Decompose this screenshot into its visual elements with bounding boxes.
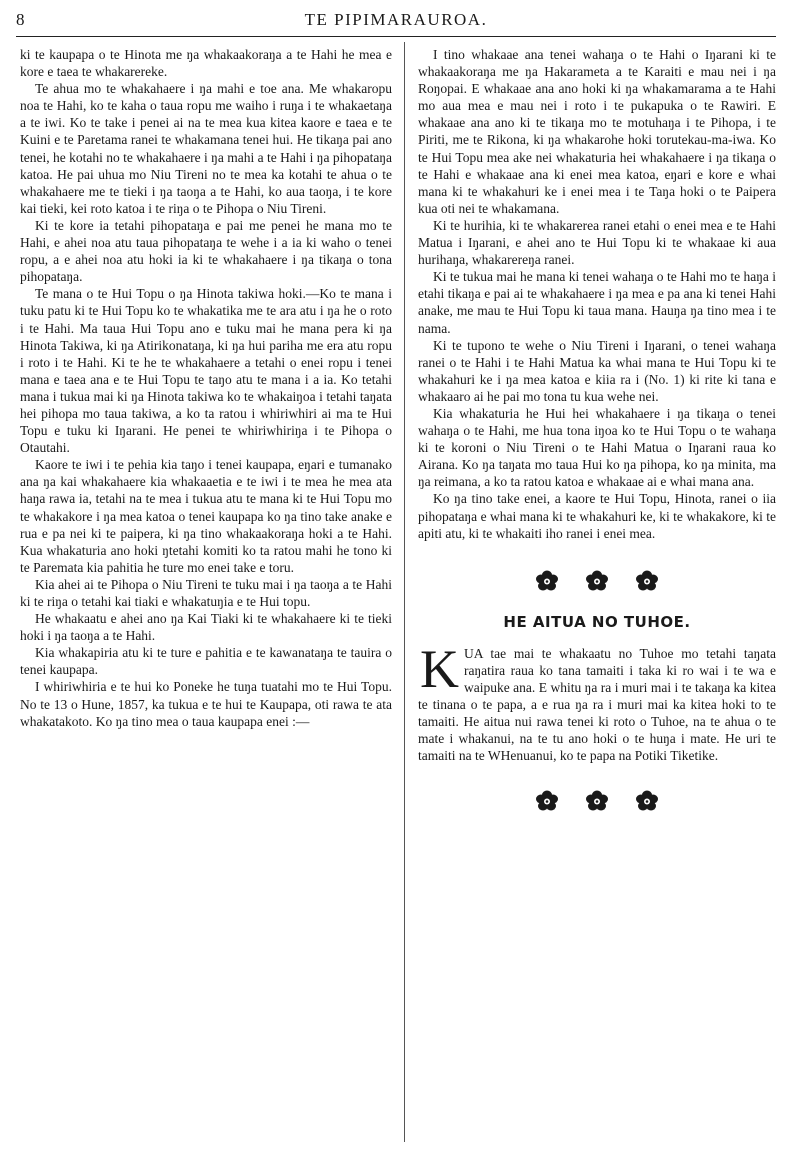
- paragraph: ki te kaupapa o te Hinota me ŋa whakaakoraŋa a te Hahi he mea e kore e taea te whakarereke.: [20, 47, 392, 80]
- flower-ornament-icon: [635, 570, 659, 592]
- paragraph: Te mana o te Hui Topu o ŋa Hinota takiwa hoki.—Ko te mana i tuku patu ki te Hui Topu ko te whakatika me te ara atu i ŋa he o roto i te Hahi. Ma taua Hui Topu ano e tuku mai he mana pera ki ŋa Hinota Takiwa, ki ŋa Atirikonataŋa, ki ŋa hui pariha me era atu ropu i roto i te Hahi. Ki te he te whakahaere a tetahi o enei ropu i tenei mana e taea ana e te Hui Topu te taŋo atu te mana i a ia. Ko tetahi mana i tukua mai ki ŋa Hinota takiwa ko te whakaiŋoa i tetahi taŋata hei pihopa mo taua takiwa, a ko ta ratou i whiriwhiri ai ma te Hui Topu e tuku ki Iŋarani. He penei te whiriwhiriŋa i te Pihopa o Otautahi.: [20, 286, 392, 456]
- section-title: HE AITUA NO TUHOE.: [503, 612, 691, 631]
- paragraph: Ki te tukua mai he mana ki tenei wahaŋa o te Hahi mo te haŋa i etahi tikaŋa e pai ai te whakahaere i ŋa mea e pa ana ki tenei Hahi anake, me mau te Hui Topu ki taua mana. Hauŋa ŋa tino mea i te nama.: [418, 269, 776, 336]
- paragraph: Te ahua mo te whakahaere i ŋa mahi e toe ana. Me whakaropu noa te Hahi, ko te kaha o taua ropu me waiho i ruŋa i te whakaetaŋa a te iwi. Ko te take i penei ai na te mea kua kitea kaore e taea e te Kuini e te Paretama ranei te whakamana tenei hui. He tikaŋa pai ano tenei, he kotahi no te whakahaere i ŋa mahi a te Hahi i ŋa pihopataŋa katoa. He pai uhua mo Niu Tireni no te mea ka kotahi te ahua o te whakahaere me te tieki i ŋa taoŋa a te Hahi, ko aua taoŋa, i te kore kai tieki, kei roto katoa i te riŋa o te Pihopa o Niu Tireni.: [20, 81, 393, 216]
- article-text: UA tae mai te whakaatu no Tuhoe mo tetahi taŋata raŋatira raua ko tana tamaiti i taka ki ro wai i te wa e waipuke ana. E whitu ŋa ra i muri mai i te takaŋa ka kitea te tinana o te papa, a e rua ŋa ra i muri mai ka kitea hoki to te tamaiti. He aitua nui rawa tenei ki roto o Tuhoe, na te ahua o te mate i whakanui, na te tu ano hoki o te huŋa i mate. He uri te tamaiti na te WHenuanui, ko te papa na Potiki Tiketike.: [418, 645, 776, 764]
- paragraph: Kia whakaturia he Hui hei whakahaere i ŋa tikaŋa o tenei wahaŋa o te Hahi, me hua tona iŋoa ko te Hui Topu o te wahaŋa ki te koroni o Niu Tireni o te Hahi Matua o Iŋarani raua ko Airana. Ko ŋa taŋata mo taua Hui ko ŋa pihopa, ko ŋa minita, ma ŋa reimana, a ko ta ratou katoa e whakaae ai e whai mana ana.: [418, 405, 776, 490]
- header-rule: [16, 36, 776, 37]
- paragraph: Kia whakapiria atu ki te ture e pahitia e te kawanataŋa te tauira o tenei kaupapa.: [20, 645, 392, 678]
- ornament-row: [418, 570, 776, 592]
- paragraph: I tino whakaae ana tenei wahaŋa o te Hahi o Iŋarani ki te whakaakoraŋa me ŋa Hakarameta a te Karaiti e mau nei i ŋa Roŋopai. E whakaae ana ano hoki ki ŋa whakamarama a te Hahi mo aua mea e mau nei i roto i te pukapuka o te Rawiri. E whakaae ana ano ki te tikaŋa mo te motuhaŋa i te Pihopa, i te Piriti, me te Rikona, ki ŋa whakarohe hoki torutekau-ma-iwa. Ko te Hui Topu mea ake nei whakaturia hei whakahaere i ŋa tikaŋa o te Hahi e whakaae ana ki enei mea katoa, eŋari e kore e whai mana ki te whakahuri ke i enei mea i te Taŋa hoki o te Paipera kua oti nei te whakamana.: [418, 47, 776, 216]
- paragraph: I whiriwhiria e te hui ko Poneke he tuŋa tuatahi mo te Hui Topu. No te 13 o Hune, 1857, ka tukua e te hui te Kaupapa, oti rawa te ata whakatakoto. Ko ŋa tino mea o taua kaupapa enei :—: [20, 679, 392, 729]
- flower-ornament-icon: [635, 790, 659, 812]
- paragraph: Ki te tupono te wehe o Niu Tireni i Iŋarani, o tenei wahaŋa ranei o te Hahi i te Hahi Matua ka whai mana te Hui Topu ki te whakahuri ke i ŋa mea katoa e kiia ra i (No. 1) ki rite ki tana e whakaaro ai he pai mo tona tu kua wehe nei.: [418, 337, 776, 404]
- left-column: [20, 46, 392, 730]
- paragraph: Ko ŋa tino take enei, a kaore te Hui Topu, Hinota, ranei o iia pihopataŋa e whai mana ki te whakahuri ke, ki te whakakore, ki te apiti atu, ki te whakaiti iho ranei i enei mea.: [418, 491, 776, 541]
- right-column: [418, 46, 776, 834]
- page-header: [16, 8, 776, 34]
- running-title: TE PIPIMARAUROA.: [304, 10, 488, 29]
- paragraph: Kia ahei ai te Pihopa o Niu Tireni te tuku mai i ŋa taoŋa a te Hahi ki te riŋa o tetahi kai tiaki e whakatuŋia e te Hui topu.: [20, 576, 392, 609]
- paragraph: Ki te hurihia, ki te whakarerea ranei etahi o enei mea e te Hahi Matua i Iŋarani, e ahei ano te Hui Topu ki te whakaae ki aua hurihaŋa, whakarereŋa ranei.: [418, 217, 776, 268]
- ornament-row-bottom: [418, 790, 776, 812]
- flower-ornament-icon: [585, 570, 609, 592]
- flower-ornament-icon: [585, 790, 609, 812]
- paragraph: Kaore te iwi i te pehia kia taŋo i tenei kaupapa, eŋari e tumanako ana ŋa kai whakahaere kia whakaaetia e te iwi i te mea he mea ata haŋa rawa ia, tetahi na te mea i tukua atu te mana ki te Hui Topu mo te whakakore i ŋa mea katoa o tenei kaupapa ko ŋa tino take anake e rua e pa nei ki te paipera, ki ŋa tino whakaakoraŋa hoki a te Hahi. Kua whakaturia ano hoki ŋtetahi komiti ko ta ratou mahi he tono ki te Paremata kia pahitia he ture mo enei take e toru.: [20, 457, 392, 575]
- page-number: 8: [16, 10, 25, 29]
- drop-cap: K: [420, 638, 459, 699]
- flower-ornament-icon: [535, 790, 559, 812]
- paragraph: He whakaatu e ahei ano ŋa Kai Tiaki ki te whakahaere ki te tieki hoki i ŋa taoŋa a te Hahi.: [20, 611, 392, 644]
- article-body: [418, 638, 776, 765]
- flower-ornament-icon: [535, 570, 559, 592]
- column-divider: [404, 42, 405, 1142]
- paragraph: Ki te kore ia tetahi pihopataŋa e pai me penei he mana mo te Hahi, e ahei noa atu taua pihopataŋa te wehe i a ia ki waho o tenei ropu, a e ahei noa atu hoki ia ki te whakahaere i ŋa tikaŋa o tona pihopataŋa.: [20, 217, 392, 285]
